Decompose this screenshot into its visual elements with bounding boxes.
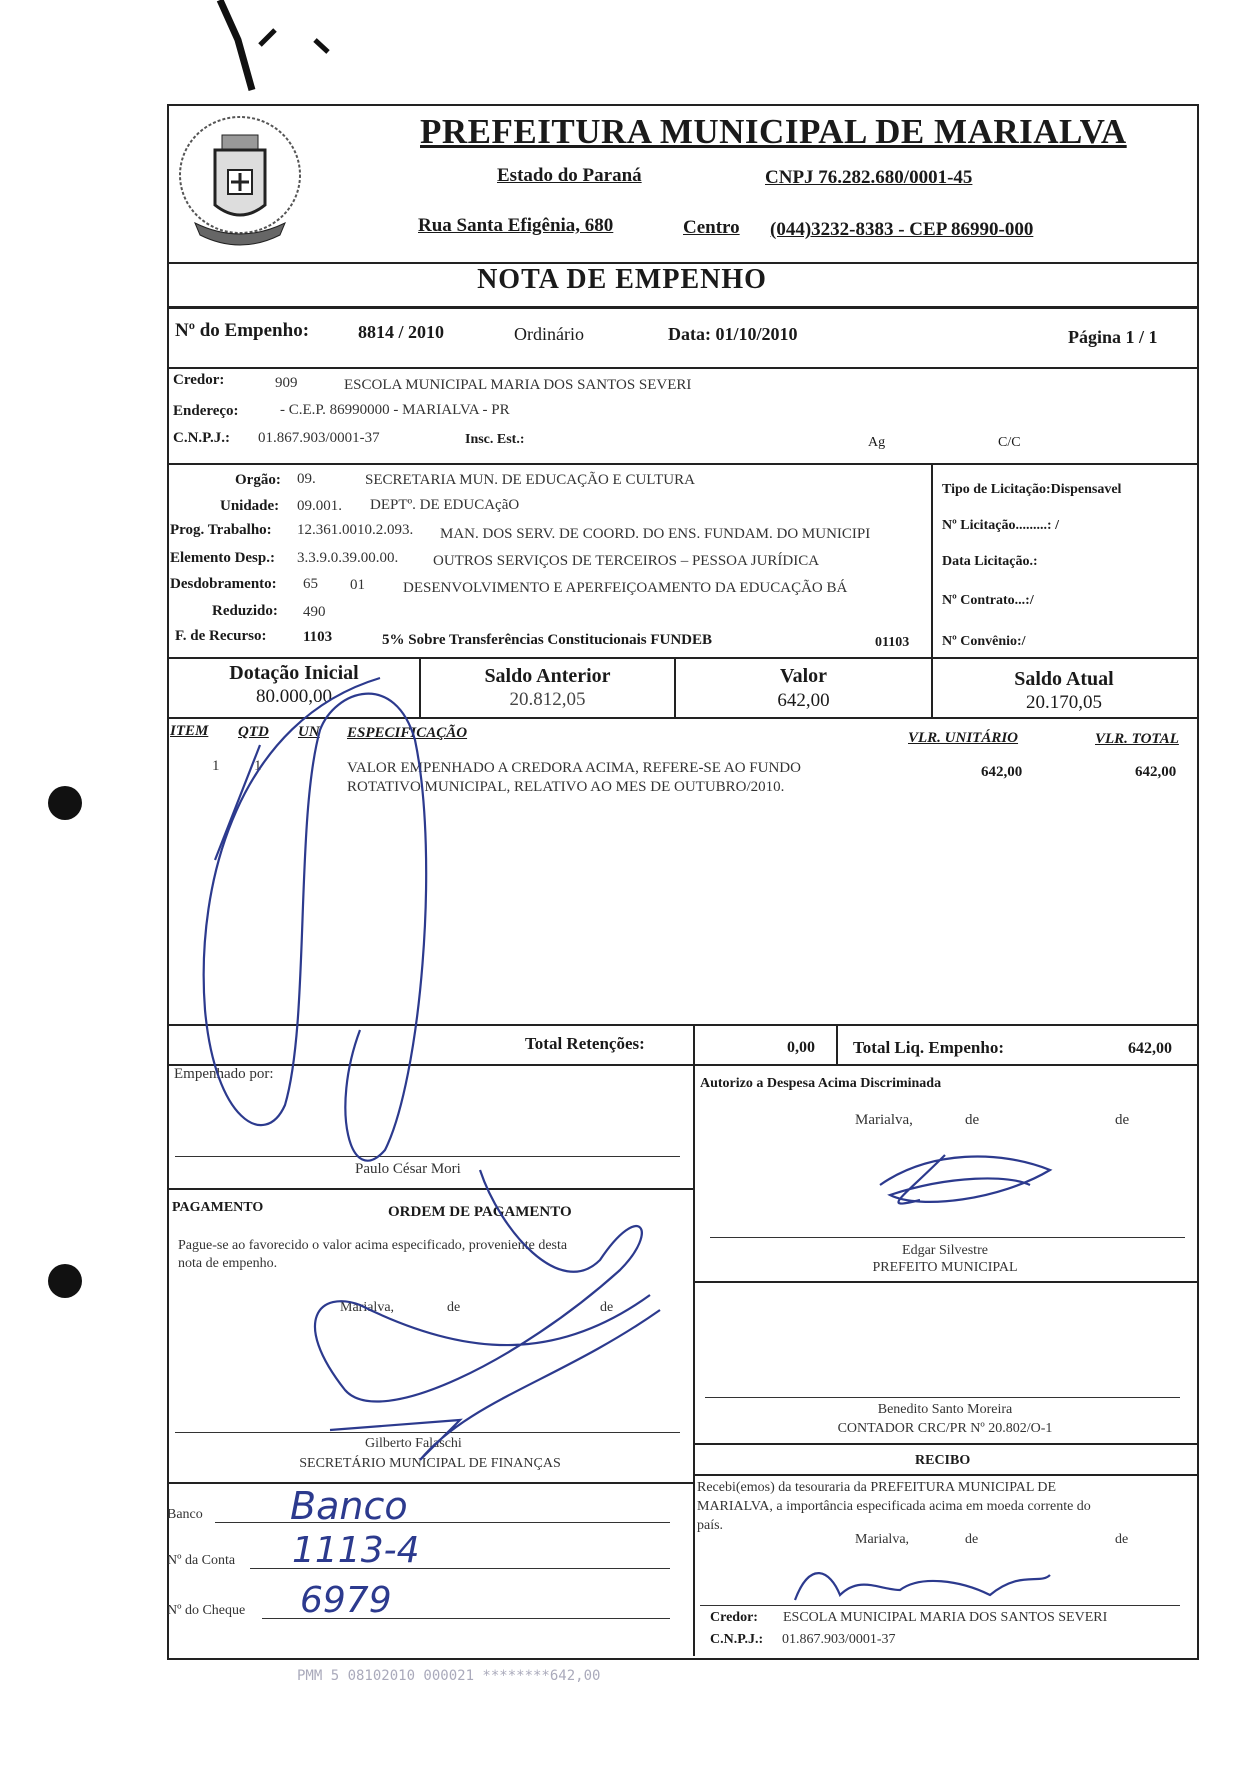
data-licitacao: Data Licitação.: [942, 554, 1038, 569]
insc-est-label: Insc. Est.: [465, 432, 525, 447]
empenho-label: Nº do Empenho: [175, 320, 310, 341]
ordem-pagamento: ORDEM DE PAGAMENTO [388, 1204, 572, 1220]
recibo-text1: Recebi(emos) da tesouraria da PREFEITURA MUNICIPAL DE [697, 1480, 1057, 1495]
punch-hole-bottom [48, 1264, 82, 1298]
valor-label: Valor [779, 665, 828, 687]
num-convenio: Nº Convênio:/ [942, 634, 1026, 649]
unidade-value: 09.001. [297, 498, 342, 514]
liq-value: 642,00 [1128, 1040, 1172, 1057]
cnpj-credor-value: 01.867.903/0001-37 [258, 430, 380, 446]
recibo-text2: MARIALVA, a importância especificada acima em moeda corrente do [697, 1499, 1091, 1514]
elem-value: 3.3.9.0.39.00.00. [297, 550, 399, 566]
desd-a: 65 [303, 576, 318, 592]
ag-label: Ag [868, 435, 886, 450]
conta-label: Nº da Conta [167, 1553, 236, 1568]
recurso-desc: 5% Sobre Transferências Constitucionais FUNDEB [382, 632, 713, 648]
endereco-value: - C.E.P. 86990000 - MARIALVA - PR [280, 402, 510, 418]
num-contrato: Nº Contrato...:/ [942, 593, 1034, 608]
document-title: NOTA DE EMPENHO [477, 264, 767, 295]
autorizo-de2: de [1115, 1112, 1130, 1128]
autorizo-de1: de [965, 1112, 980, 1128]
empenho-type: Ordinário [514, 324, 584, 344]
address-district: Centro [683, 217, 740, 238]
recibo-de1: de [965, 1532, 979, 1547]
contador-name: Benedito Santo Moreira [877, 1402, 1013, 1417]
pagamento-de2: de [600, 1300, 614, 1315]
autorizo-name: Edgar Silvestre [902, 1243, 988, 1258]
punch-hole-top [48, 786, 82, 820]
recurso-value: 1103 [303, 629, 333, 645]
autorizo-label: Autorizo a Despesa Acima Discriminada [700, 1076, 942, 1091]
state-label: Estado do Paraná [497, 165, 642, 186]
recibo-de2: de [1115, 1532, 1129, 1547]
unidade-label: Unidade: [220, 498, 280, 514]
valor-value: 642,00 [777, 690, 830, 711]
desd-label: Desdobramento: [170, 576, 277, 592]
recibo-title: RECIBO [915, 1453, 971, 1468]
ret-value: 0,00 [787, 1039, 815, 1056]
cnpj-label: CNPJ 76.282.680/0001-45 [765, 167, 973, 188]
cc-label: C/C [998, 435, 1021, 450]
col-qtd: QTD [238, 724, 269, 740]
desd-desc: DESENVOLVIMENTO E APERFEIÇOAMENTO DA EDUCAÇÃO BÁ [403, 580, 848, 596]
empenho-date: Data: 01/10/2010 [668, 324, 798, 344]
reduzido-label: Reduzido: [212, 603, 278, 619]
item-desc-line1: VALOR EMPENHADO A CREDORA ACIMA, REFERE-SE AO FUNDO [347, 760, 801, 776]
pagamento-text1: Pague-se ao favorecido o valor acima especificado, proveniente desta [178, 1238, 568, 1253]
orgao-desc: SECRETARIA MUN. DE EDUCAÇÃO E CULTURA [365, 472, 695, 488]
col-vunit: VLR. UNITÁRIO [908, 730, 1019, 746]
phone-cep: (044)3232-8383 - CEP 86990-000 [770, 219, 1034, 240]
autorizo-role: PREFEITO MUNICIPAL [872, 1260, 1018, 1275]
orgao-value: 09. [297, 471, 316, 487]
col-item: ITEM [170, 723, 209, 739]
reduzido-value: 490 [303, 604, 326, 620]
banco-handwritten: Banco [290, 1484, 408, 1528]
item-vtotal: 642,00 [1135, 764, 1177, 780]
pagamento-label: PAGAMENTO [172, 1200, 264, 1215]
col-espec: ESPECIFICAÇÃO [347, 725, 468, 741]
num-licitacao: Nº Licitação.........: / [942, 518, 1059, 533]
cheque-handwritten: 6979 [300, 1580, 392, 1621]
prog-desc: MAN. DOS SERV. DE COORD. DO ENS. FUNDAM. DO MUNICIPI [440, 526, 871, 542]
scan-marks [180, 0, 360, 95]
elem-desc: OUTROS SERVIÇOS DE TERCEIROS – PESSOA JURÍDICA [433, 553, 820, 569]
recibo-credor-label: Credor: [710, 1610, 758, 1625]
endereco-label: Endereço: [173, 403, 239, 419]
recurso-label: F. de Recurso: [175, 628, 267, 644]
dotacao-label: Dotação Inicial [229, 662, 359, 684]
empenho-number: 8814 / 2010 [358, 322, 445, 342]
col-vtotal: VLR. TOTAL [1095, 731, 1179, 747]
page-number: Página 1 / 1 [1068, 327, 1158, 347]
footer-stamp: PMM 5 08102010 000021 ********642,00 [297, 1668, 601, 1684]
saldo-anterior-value: 20.812,05 [509, 689, 586, 710]
autorizo-place: Marialva, [855, 1112, 913, 1128]
empenhado-label: Empenhado por: [174, 1066, 274, 1082]
recibo-text3: país. [697, 1518, 724, 1533]
tipo-licitacao: Tipo de Licitação:Dispensavel [942, 482, 1122, 497]
credor-code: 909 [275, 375, 298, 391]
pagamento-text2: nota de empenho. [178, 1256, 278, 1271]
saldo-anterior-label: Saldo Anterior [484, 665, 611, 687]
credor-name: ESCOLA MUNICIPAL MARIA DOS SANTOS SEVERI [344, 377, 692, 393]
dotacao-value: 80.000,00 [256, 686, 332, 707]
cheque-label: Nº do Cheque [167, 1603, 246, 1618]
unidade-desc: DEPTº. DE EDUCAçãO [370, 497, 520, 513]
pagamento-name: Gilberto Falaschi [365, 1436, 462, 1451]
pagamento-de1: de [447, 1300, 461, 1315]
credor-label: Credor: [173, 372, 225, 388]
cnpj-credor-label: C.N.P.J.: [173, 430, 230, 446]
recibo-place: Marialva, [855, 1532, 910, 1547]
address-street: Rua Santa Efigênia, 680 [418, 215, 614, 236]
liq-label: Total Liq. Empenho: [853, 1038, 1004, 1057]
col-un: UN [298, 724, 320, 740]
prog-value: 12.361.0010.2.093. [297, 522, 414, 538]
empenhado-name: Paulo César Mori [355, 1161, 461, 1177]
elem-label: Elemento Desp.: [170, 550, 275, 566]
saldo-atual-label: Saldo Atual [1014, 668, 1114, 690]
ret-label: Total Retenções: [525, 1034, 645, 1053]
item-desc-line2: ROTATIVO MUNICIPAL, RELATIVO AO MES DE OUTUBRO/2010. [347, 779, 785, 795]
pagamento-role: SECRETÁRIO MUNICIPAL DE FINANÇAS [299, 1456, 561, 1471]
coat-of-arms-logo [170, 105, 310, 255]
prog-label: Prog. Trabalho: [170, 522, 272, 538]
item-num: 1 [212, 758, 220, 774]
pagamento-place: Marialva, [340, 1300, 395, 1315]
orgao-label: Orgão: [235, 472, 281, 488]
conta-handwritten: 1113-4 [292, 1530, 420, 1571]
banco-label: Banco [167, 1507, 203, 1522]
recibo-cnpj: 01.867.903/0001-37 [782, 1632, 896, 1647]
recibo-cnpj-label: C.N.P.J.: [710, 1632, 764, 1647]
desd-b: 01 [350, 577, 365, 593]
page-title: PREFEITURA MUNICIPAL DE MARIALVA [420, 112, 1127, 151]
item-qtd: 1 [254, 758, 262, 774]
item-vunit: 642,00 [981, 764, 1023, 780]
recurso-code: 01103 [875, 635, 910, 650]
recibo-credor: ESCOLA MUNICIPAL MARIA DOS SANTOS SEVERI [783, 1610, 1108, 1625]
saldo-atual-value: 20.170,05 [1026, 692, 1102, 713]
contador-role: CONTADOR CRC/PR Nº 20.802/O-1 [837, 1421, 1053, 1436]
